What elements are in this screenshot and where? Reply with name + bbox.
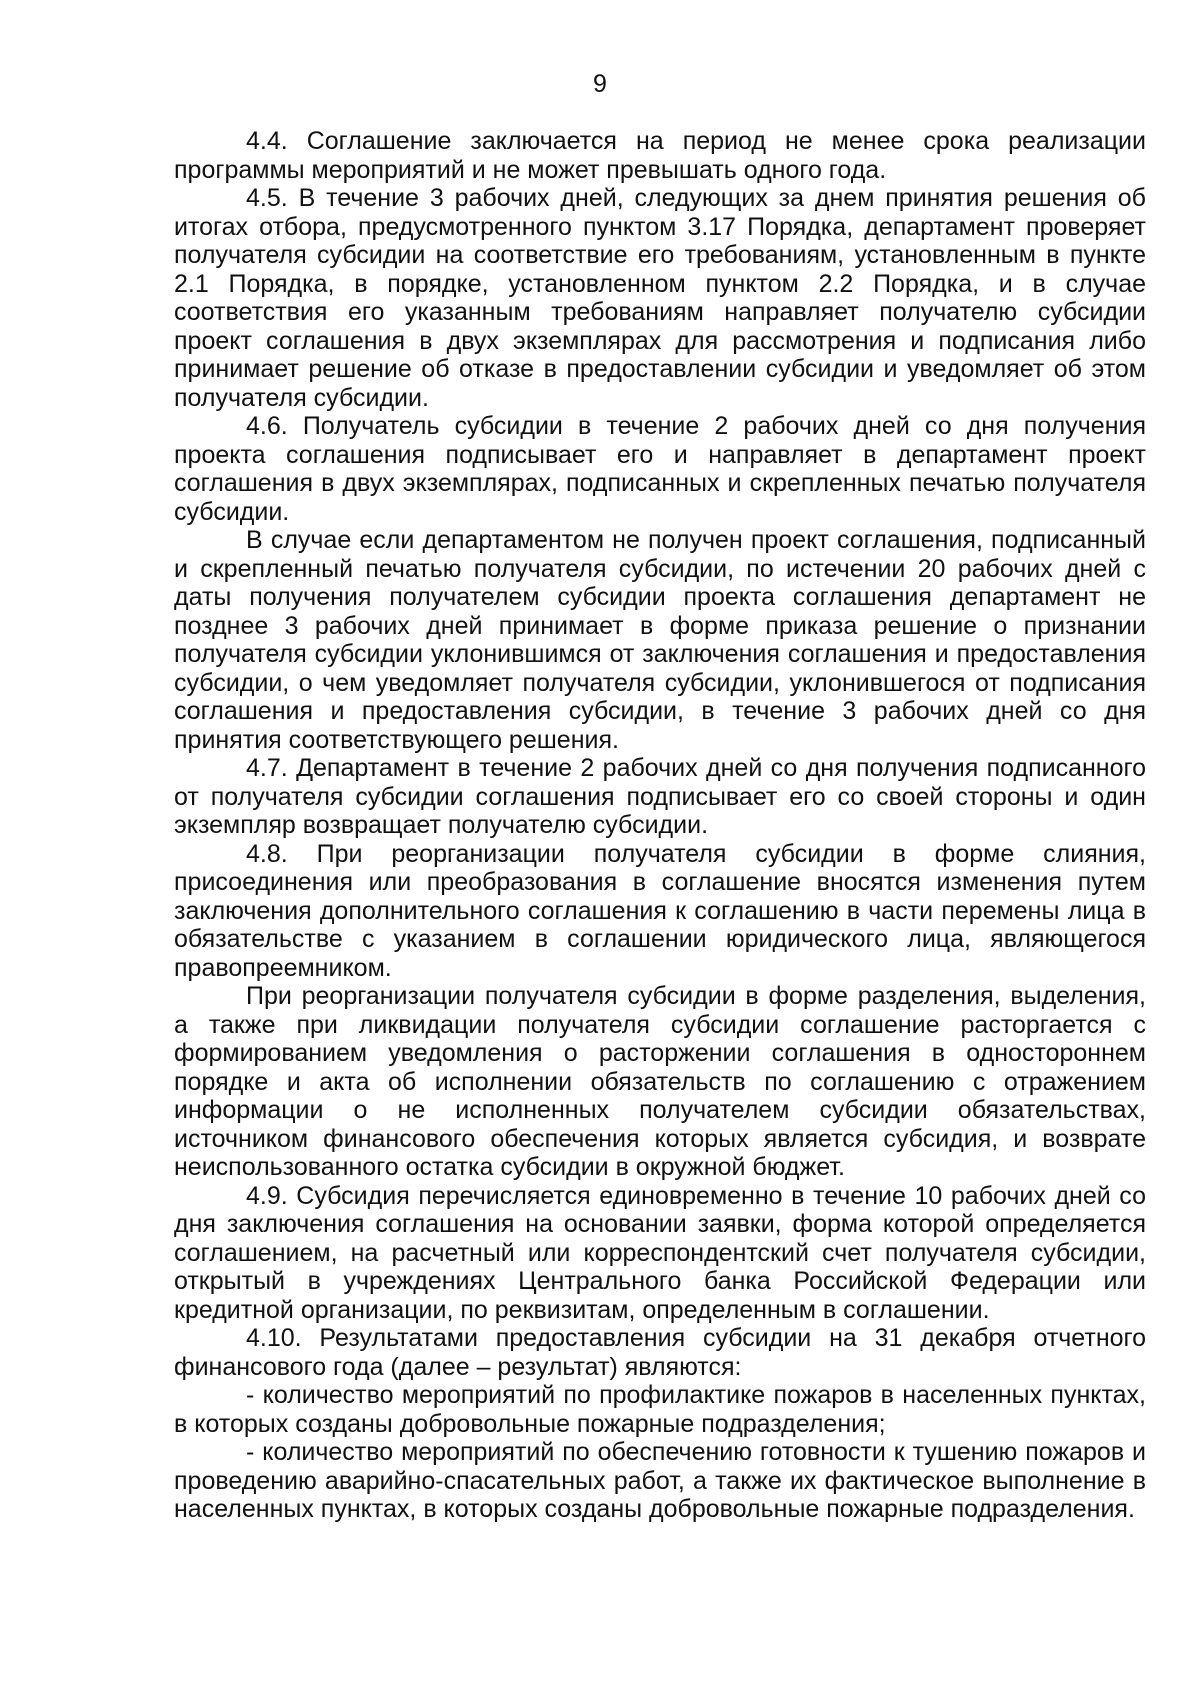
document-body	[174, 127, 1146, 1524]
paragraph-4-6: 4.6. Получатель субсидии в течение 2 рабочих дней со дня получения проекта соглашения подписывает его и направляет в департамент проект соглашения в двух экземплярах, подписанных и скрепленных печатью получателя субсидии.	[174, 412, 1146, 526]
paragraph-4-7: 4.7. Департамент в течение 2 рабочих дней со дня получения подписанного от получателя субсидии соглашения подписывает его со своей стороны и один экземпляр возвращает получателю субсидии.	[174, 754, 1146, 839]
paragraph-4-9: 4.9. Субсидия перечисляется единовременно в течение 10 рабочих дней со дня заключения соглашения на основании заявки, форма которой определяется соглашением, на расчетный или корреспондентский счет получателя субсидии, открытый в учреждениях Центрального банка Российской Федерации или кредитной организации, по реквизитам, определенным в соглашении.	[174, 1181, 1146, 1324]
paragraph-4-5: 4.5. В течение 3 рабочих дней, следующих за днем принятия решения об итогах отбора, предусмотренного пунктом 3.17 Порядка, департамент проверяет получателя субсидии на соответствие его требованиям, установленным в пункте 2.1 Порядка, в порядке, установленном пунктом 2.2 Порядка, и в случае соответствия его указанным требованиям направляет получателю субсидии проект соглашения в двух экземплярах для рассмотрения и подписания либо принимает решение об отказе в предоставлении субсидии и уведомляет об этом получателя субсидии.	[174, 184, 1146, 412]
paragraph-4-8-liquidation: При реорганизации получателя субсидии в форме разделения, выделения, а также при ликвидации получателя субсидии соглашение расторгается с формированием уведомления о расторжении соглашения в одностороннем порядке и акта об исполнении обязательств по соглашению с отражением информации о не исполненных получателем субсидии обязательствах, источником финансового обеспечения которых является субсидия, и возврате неиспользованного остатка субсидии в окружной бюджет.	[174, 982, 1146, 1181]
list-item-fire-readiness: - количество мероприятий по обеспечению готовности к тушению пожаров и проведению аварийно-спасательных работ, а также их фактическое выполнение в населенных пунктах, в которых созданы добровольные пожарные подразделения.	[174, 1438, 1146, 1523]
page-number: 9	[593, 70, 607, 98]
paragraph-4-6-refusal: В случае если департаментом не получен проект соглашения, подписанный и скрепленный печатью получателя субсидии, по истечении 20 рабочих дней с даты получения получателем субсидии проекта соглашения департамент не позднее 3 рабочих дней принимает в форме приказа решение о признании получателя субсидии уклонившимся от заключения соглашения и предоставления субсидии, о чем уведомляет получателя субсидии, уклонившегося от подписания соглашения и предоставления субсидии, в течение 3 рабочих дней со дня принятия соответствующего решения.	[174, 526, 1146, 754]
paragraph-4-10: 4.10. Результатами предоставления субсидии на 31 декабря отчетного финансового года (далее – результат) являются:	[174, 1324, 1146, 1381]
paragraph-4-4: 4.4. Соглашение заключается на период не менее срока реализации программы мероприятий и не может превышать одного года.	[174, 127, 1146, 184]
paragraph-4-8: 4.8. При реорганизации получателя субсидии в форме слияния, присоединения или преобразования в соглашение вносятся изменения путем заключения дополнительного соглашения к соглашению в части перемены лица в обязательстве с указанием в соглашении юридического лица, являющегося правопреемником.	[174, 839, 1146, 982]
list-item-fire-prevention: - количество мероприятий по профилактике пожаров в населенных пунктах, в которых созданы добровольные пожарные подразделения;	[174, 1381, 1146, 1438]
